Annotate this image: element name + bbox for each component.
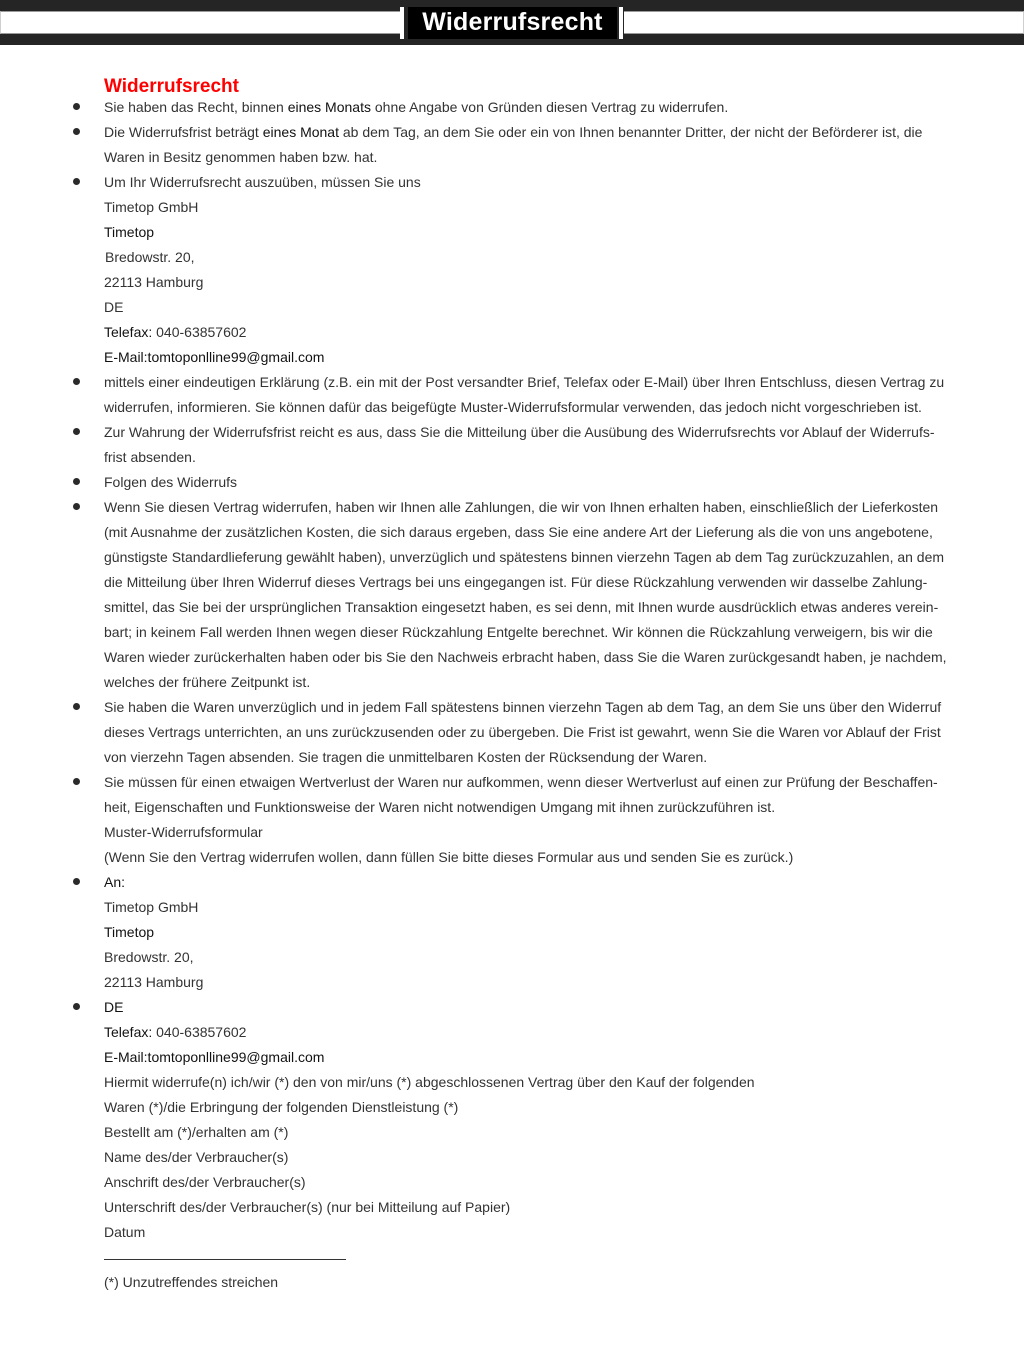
- line-text: Datum: [104, 1224, 146, 1240]
- text-line: [0, 270, 1024, 295]
- line-text: An:: [104, 874, 126, 890]
- page-banner: [0, 0, 1024, 45]
- bullet-list-item: [0, 420, 1024, 445]
- banner-bar-left: [400, 7, 404, 39]
- line-text: mittels einer eindeutigen Erklärung (z.B. ein mit der Post versandter Brief, Telefax oder E-Mail) über Ihren Entschluss, diesen Vertrag zu: [104, 374, 945, 390]
- line-text: Zur Wahrung der Widerrufsfrist reicht es aus, dass Sie die Mitteilung über die Ausübung des Widerrufsrechts vor Ablauf der Widerrufs-: [104, 424, 935, 440]
- text-line: [0, 745, 1024, 770]
- line-text: Timetop GmbH: [104, 199, 199, 215]
- line-text: günstigste Standardlieferung gewählt haben), unverzüglich und spätestens binnen vierzehn Tagen ab dem Tag zurückzuzahlen, an dem: [104, 549, 945, 565]
- text-line: [0, 895, 1024, 920]
- text-line: [0, 1095, 1024, 1120]
- line-text: Waren (*)/die Erbringung der folgenden Dienstleistung (*): [104, 1099, 459, 1115]
- text-line: [0, 520, 1024, 545]
- bullet-list-item: [0, 870, 1024, 895]
- line-text: Name des/der Verbraucher(s): [104, 1149, 289, 1165]
- bullet-list-item: [0, 495, 1024, 520]
- text-line: [0, 620, 1024, 645]
- line-text: Sie haben die Waren unverzüglich und in jedem Fall spätestens binnen vierzehn Tagen ab dem Tag, an dem Sie uns über den Widerruf: [104, 699, 942, 715]
- text-line: [0, 445, 1024, 470]
- text-line: [0, 145, 1024, 170]
- text-line: [0, 220, 1024, 245]
- text-line: [0, 720, 1024, 745]
- text-line: [0, 1045, 1024, 1070]
- line-text: heit, Eigenschaften und Funktionsweise der Waren nicht notwendigen Umgang mit ihnen zurückzuführen ist.: [104, 799, 776, 815]
- text-line: [0, 820, 1024, 845]
- bullet-list-item: [0, 170, 1024, 195]
- line-text: 22113 Hamburg: [104, 274, 204, 290]
- bullet-list-item: [0, 470, 1024, 495]
- text-line: [0, 1270, 1024, 1295]
- signature-underline: [104, 1259, 346, 1260]
- emphasized-text: eines Monat: [262, 124, 339, 140]
- line-text: Bredowstr. 20,: [104, 949, 194, 965]
- bullet-list-item: [0, 95, 1024, 120]
- bullet-list-item: [0, 695, 1024, 720]
- line-text: frist absenden.: [104, 449, 196, 465]
- signature-line: [0, 1245, 1024, 1270]
- line-text: Bredowstr. 20,: [105, 249, 195, 265]
- line-text: Anschrift des/der Verbraucher(s): [104, 1174, 306, 1190]
- line-text: Timetop GmbH: [104, 899, 199, 915]
- withdrawal-text-list: [0, 95, 1024, 1295]
- line-text: (Wenn Sie den Vertrag widerrufen wollen, dann füllen Sie bitte dieses Formular aus und senden Sie es zurück.): [104, 849, 794, 865]
- line-text: Sie haben das Recht, binnen: [104, 99, 288, 115]
- emphasized-text: eines Monats: [287, 99, 371, 115]
- line-text: Sie müssen für einen etwaigen Wertverlust der Waren nur aufkommen, wenn dieser Wertverlust auf einen zur Prüfung der Beschaffen-: [104, 774, 938, 790]
- text-line: [0, 920, 1024, 945]
- line-text: Muster-Widerrufsformular: [104, 824, 263, 840]
- bullet-list-item: [0, 995, 1024, 1020]
- text-line: [0, 320, 1024, 345]
- text-line: [0, 245, 1024, 270]
- line-text: Timetop: [104, 924, 155, 940]
- text-line: [0, 395, 1024, 420]
- text-line: [0, 945, 1024, 970]
- banner-title-wrap: [400, 7, 624, 39]
- text-line: [0, 545, 1024, 570]
- line-text: (mit Ausnahme der zusätzlichen Kosten, die sich daraus ergeben, dass Sie eine andere Art der Lieferung als die von uns angebotene,: [104, 524, 933, 540]
- line-text: E-Mail:tomtoponlline99@gmail.com: [104, 1049, 325, 1065]
- text-line: [0, 570, 1024, 595]
- text-line: [0, 670, 1024, 695]
- line-text: Unterschrift des/der Verbraucher(s) (nur bei Mitteilung auf Papier): [104, 1199, 511, 1215]
- text-line: [0, 195, 1024, 220]
- banner-bar-right: [619, 7, 623, 39]
- text-line: [0, 345, 1024, 370]
- text-line: [0, 970, 1024, 995]
- line-text: Waren in Besitz genommen haben bzw. hat.: [104, 149, 378, 165]
- text-line: [0, 645, 1024, 670]
- text-line: [0, 1195, 1024, 1220]
- line-text: von vierzehn Tagen absenden. Sie tragen die unmittelbaren Kosten der Rücksendung der Waren.: [104, 749, 708, 765]
- line-text: E-Mail:tomtoponlline99@gmail.com: [104, 349, 325, 365]
- field-label: Telefax:: [104, 1024, 153, 1040]
- line-text: Waren wieder zurückerhalten haben oder bis Sie den Nachweis erbracht haben, dass Sie die Waren zurückgesandt haben, je nachdem,: [104, 649, 947, 665]
- text-line: [0, 1070, 1024, 1095]
- text-line: [0, 595, 1024, 620]
- text-line: [0, 845, 1024, 870]
- line-text: widerrufen, informieren. Sie können dafür das beigefügte Muster-Widerrufsformular verwenden, das jedoch nicht vorgeschrieben ist.: [104, 399, 922, 415]
- line-text: bart; in keinem Fall werden Ihnen wegen dieser Rückzahlung Entgelte berechnet. Wir können die Rückzahlung verweigern, bis wir die: [104, 624, 933, 640]
- line-text: dieses Vertrags unterrichten, an uns zurückzusenden oder zu übergeben. Die Frist ist gewahrt, wenn Sie die Waren vor Ablauf der Frist: [104, 724, 941, 740]
- text-line: [0, 295, 1024, 320]
- line-text: die Mitteilung über Ihren Widerruf dieses Vertrags bei uns eingegangen ist. Für diese Rückzahlung verwenden wir dasselbe Zahlung-: [104, 574, 928, 590]
- line-text: ab dem Tag, an dem Sie oder ein von Ihnen benannter Dritter, der nicht der Beförderer ist, die: [339, 124, 923, 140]
- line-text: Die Widerrufsfrist beträgt: [104, 124, 263, 140]
- bullet-list-item: [0, 120, 1024, 145]
- line-text: Bestellt am (*)/erhalten am (*): [104, 1124, 289, 1140]
- text-line: [0, 1145, 1024, 1170]
- line-text: Wenn Sie diesen Vertrag widerrufen, haben wir Ihnen alle Zahlungen, die wir von Ihnen erhalten haben, einschließlich der Lieferkosten: [104, 499, 939, 515]
- line-text: Hiermit widerrufe(n) ich/wir (*) den von mir/uns (*) abgeschlossenen Vertrag über den Kauf der folgenden: [104, 1074, 755, 1090]
- text-line: [0, 1170, 1024, 1195]
- field-value: 040-63857602: [152, 1024, 247, 1040]
- section-title: Widerrufsrecht: [104, 76, 239, 97]
- line-text: DE: [104, 299, 124, 315]
- line-text: Folgen des Widerrufs: [104, 474, 238, 490]
- line-text: (*) Unzutreffendes streichen: [104, 1274, 279, 1290]
- line-text: 22113 Hamburg: [104, 974, 204, 990]
- line-text: smittel, das Sie bei der ursprünglichen Transaktion eingesetzt haben, es sei denn, mit Ihnen wurde ausdrücklich etwas anderes verein-: [104, 599, 939, 615]
- bullet-list-item: [0, 370, 1024, 395]
- line-text: welches der frühere Zeitpunkt ist.: [104, 674, 311, 690]
- field-value: 040-63857602: [152, 324, 247, 340]
- line-text: Timetop: [104, 224, 155, 240]
- banner-title: Widerrufsrecht: [408, 7, 617, 39]
- line-text: Um Ihr Widerrufsrecht auszuüben, müssen Sie uns: [104, 174, 421, 190]
- line-text: ohne Angabe von Gründen diesen Vertrag zu widerrufen.: [370, 99, 729, 115]
- bullet-list-item: [0, 770, 1024, 795]
- text-line: [0, 795, 1024, 820]
- field-label: Telefax:: [104, 324, 153, 340]
- text-line: [0, 1120, 1024, 1145]
- line-text: DE: [104, 999, 124, 1015]
- text-line: [0, 1020, 1024, 1045]
- text-line: [0, 1220, 1024, 1245]
